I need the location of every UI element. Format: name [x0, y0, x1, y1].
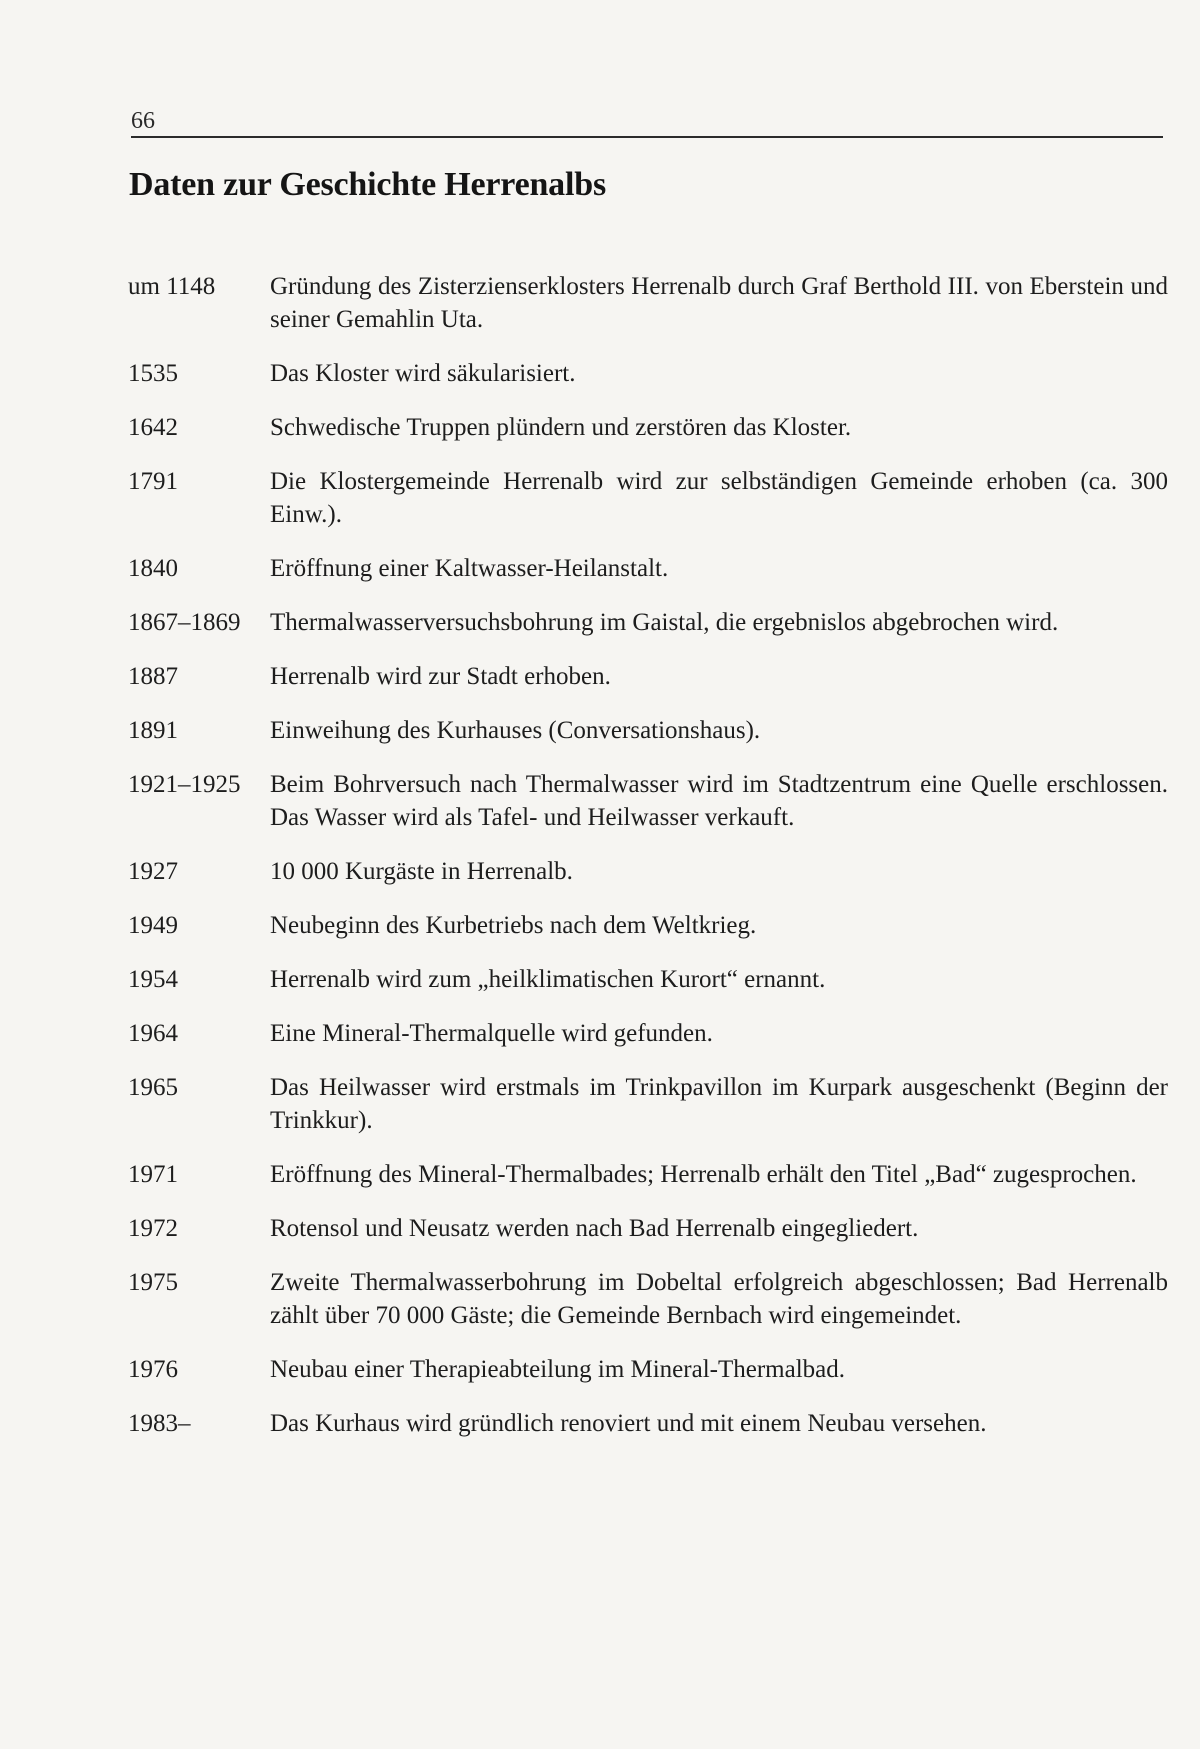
chronology-list [128, 270, 1168, 1461]
entry-year: 1971 [128, 1161, 178, 1188]
entry-year: 1964 [128, 1020, 178, 1047]
chronology-entry [128, 855, 1168, 888]
chronology-entry [128, 660, 1168, 693]
entry-text: Gründung des Zisterzienserklosters Herrenalb durch Graf Berthold III. von Eberstein und seiner Gemahlin Uta. [270, 273, 1168, 333]
entry-text: Neubeginn des Kurbetriebs nach dem Weltkrieg. [270, 912, 757, 939]
entry-text: Rotensol und Neusatz werden nach Bad Herrenalb eingegliedert. [270, 1215, 919, 1242]
chronology-entry [128, 411, 1168, 444]
entry-year: 1535 [128, 360, 178, 387]
entry-year: 1867–1869 [128, 609, 241, 636]
entry-year: um 1148 [128, 273, 216, 300]
chronology-entry [128, 465, 1168, 531]
chronology-entry [128, 606, 1168, 639]
entry-text: Die Klostergemeinde Herrenalb wird zur selbständigen Gemeinde erhoben (ca. 300 Einw.). [270, 468, 1168, 528]
entry-text: 10 000 Kurgäste in Herrenalb. [270, 858, 573, 885]
entry-year: 1972 [128, 1215, 178, 1242]
entry-text: Zweite Thermalwasserbohrung im Dobeltal erfolgreich abgeschlossen; Bad Herrenalb zählt über 70 000 Gäste; die Gemeinde Bernbach wird eingemeindet. [270, 1269, 1168, 1329]
entry-text: Neubau einer Therapieabteilung im Mineral-Thermalbad. [270, 1356, 845, 1383]
chronology-entry [128, 714, 1168, 747]
entry-text: Das Kurhaus wird gründlich renoviert und mit einem Neubau versehen. [270, 1410, 987, 1437]
entry-text: Einweihung des Kurhauses (Conversationshaus). [270, 717, 761, 744]
chronology-entry [128, 1407, 1168, 1440]
entry-year: 1965 [128, 1074, 178, 1101]
chronology-entry [128, 768, 1168, 834]
entry-year: 1921–1925 [128, 771, 241, 798]
entry-text: Schwedische Truppen plündern und zerstören das Kloster. [270, 414, 852, 441]
entry-year: 1642 [128, 414, 178, 441]
chronology-entry [128, 1212, 1168, 1245]
chronology-entry [128, 357, 1168, 390]
entry-text: Eröffnung einer Kaltwasser-Heilanstalt. [270, 555, 669, 582]
entry-text: Das Kloster wird säkularisiert. [270, 360, 576, 387]
page-title: Daten zur Geschichte Herrenalbs [129, 166, 606, 203]
chronology-entry [128, 963, 1168, 996]
page-number: 66 [131, 108, 155, 134]
entry-text: Beim Bohrversuch nach Thermalwasser wird im Stadtzentrum eine Quelle erschlossen. Das Wasser wird als Tafel- und Heilwasser verkauft. [270, 771, 1168, 831]
entry-year: 1983– [128, 1410, 191, 1437]
chronology-entry [128, 1071, 1168, 1137]
entry-text: Das Heilwasser wird erstmals im Trinkpavillon im Kurpark ausgeschenkt (Beginn der Trinkkur). [270, 1074, 1168, 1134]
entry-year: 1840 [128, 555, 178, 582]
entry-year: 1927 [128, 858, 178, 885]
entry-text: Eine Mineral-Thermalquelle wird gefunden. [270, 1020, 713, 1047]
chronology-entry [128, 1266, 1168, 1332]
entry-text: Herrenalb wird zum „heilklimatischen Kurort“ ernannt. [270, 966, 826, 993]
header-rule [131, 136, 1163, 138]
entry-year: 1949 [128, 912, 178, 939]
entry-year: 1976 [128, 1356, 178, 1383]
entry-text: Eröffnung des Mineral-Thermalbades; Herrenalb erhält den Titel „Bad“ zugesprochen. [270, 1161, 1137, 1188]
entry-year: 1891 [128, 717, 178, 744]
entry-year: 1954 [128, 966, 178, 993]
chronology-entry [128, 1353, 1168, 1386]
entry-year: 1975 [128, 1269, 178, 1296]
chronology-entry [128, 1017, 1168, 1050]
entry-year: 1791 [128, 468, 178, 495]
chronology-entry [128, 552, 1168, 585]
entry-text: Herrenalb wird zur Stadt erhoben. [270, 663, 611, 690]
entry-text: Thermalwasserversuchsbohrung im Gaistal, die ergebnislos abgebrochen wird. [270, 609, 1059, 636]
chronology-entry [128, 909, 1168, 942]
chronology-entry [128, 270, 1168, 336]
entry-year: 1887 [128, 663, 178, 690]
chronology-entry [128, 1158, 1168, 1191]
